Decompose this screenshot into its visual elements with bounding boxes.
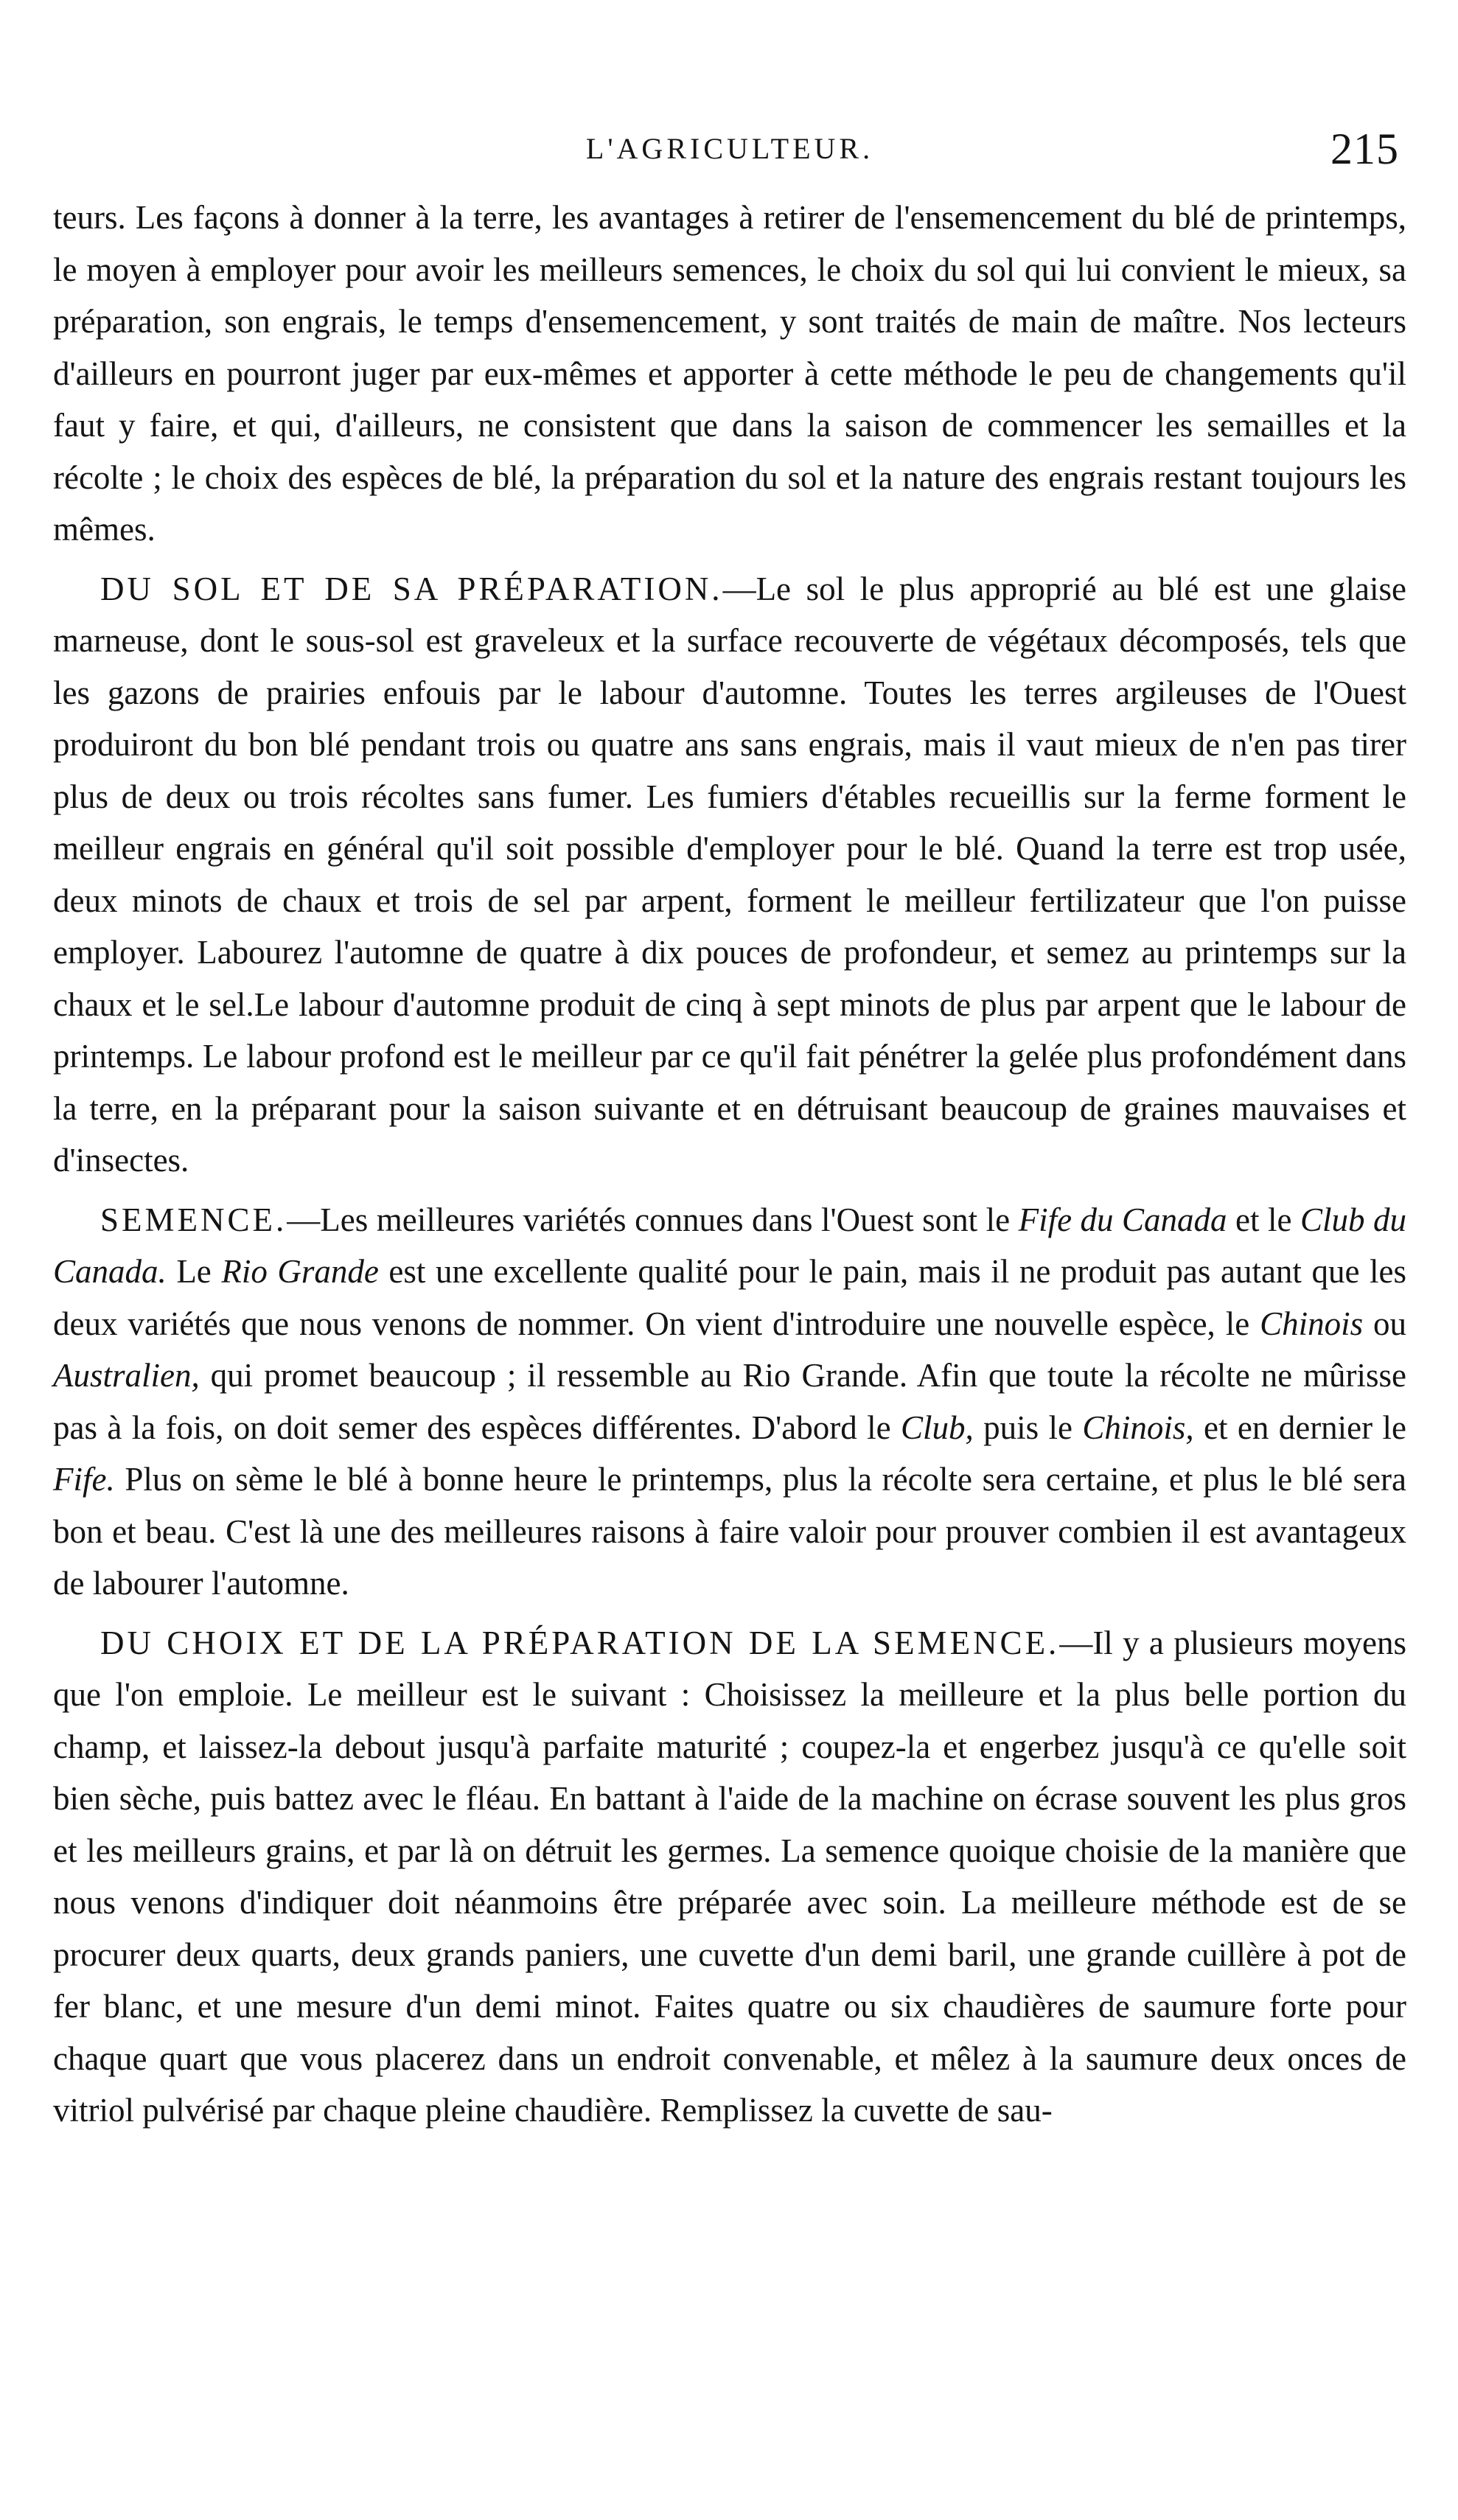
paragraph-intro-text: teurs. Les façons à donner à la terre, les avantages à retirer de l'ensemencement du blé de printemps, le moyen à employer pour avoir les meilleurs semences, le choix du sol qui lui convient le mieux, sa préparation, son engrais, le temps d'ensemencement, y sont traités de main de maître. Nos lecteurs d'ailleurs en pourront juger par eux-mêmes et apporter à cette méthode le peu de changements qu'il faut y faire, et qui, d'ailleurs, ne consistent que dans la saison de commencer les semailles et la récolte ; le choix des espèces de blé, la préparation du sol et la nature des engrais restant toujours les mêmes. (53, 199, 1406, 548)
text-run: est une excellente qualité pour le pain, mais il ne produit pas autant que les deux variétés que nous venons de nommer. On vient d'introduire une nouvelle espèce, le (53, 1253, 1406, 1342)
page-number: 215 (1330, 125, 1399, 173)
variety-name: Fife. (53, 1461, 115, 1498)
variety-name: Chinois, (1082, 1409, 1194, 1446)
section-heading-semence: SEMENCE. (100, 1201, 287, 1238)
em-dash: — (287, 1201, 321, 1238)
paragraph-sol-text: Le sol le plus approprié au blé est une glaise marneuse, dont le sous-sol est graveleux et la surface recouverte de végétaux décomposés, tels que les gazons de prairies enfouis par le labour d'automne. Toutes les terres argileuses de l'Ouest produiront du bon blé pendant trois ou quatre ans sans engrais, mais il vaut mieux de n'en pas tirer plus de deux ou trois récoltes sans fumer. Les fumiers d'étables recueillis sur la ferme forment le meilleur engrais en général qu'il soit possible d'employer pour le blé. Quand la terre est trop usée, deux minots de chaux et trois de sel par arpent, forment le meilleur fertilizateur que l'on puisse employer. Labourez l'automne de quatre à dix pouces de profondeur, et semez au printemps sur la chaux et le sel.Le labour d'automne produit de cinq à sept minots de plus par arpent que le labour de printemps. Le labour profond est le meilleur par ce qu'il fait pénétrer la gelée plus profondément dans la terre, en la préparant pour la saison suivante et en détruisant beaucoup de graines mauvaises et d'insectes. (53, 570, 1406, 1179)
page-header (53, 111, 1406, 192)
paragraph-choix-text: Il y a plusieurs moyens que l'on emploie. Le meilleur est le suivant : Choisissez la meilleure et la plus belle portion du champ, et laissez-la debout jusqu'à parfaite maturité ; coupez-la et engerbez jusqu'à ce qu'elle soit bien sèche, puis battez avec le fléau. En battant à l'aide de la machine on écrase souvent les plus gros et les meilleurs grains, et par là on détruit les germes. La semence quoique choisie de la manière que nous venons d'indiquer doit néanmoins être préparée avec soin. La meilleure méthode est de se procurer deux quarts, deux grands paniers, une cuvette d'un demi baril, une grande cuillère à pot de fer blanc, et une mesure d'un demi minot. Faites quatre ou six chaudières de saumure forte pour chaque quart que vous placerez dans un endroit convenable, et mêlez à la saumure deux onces de vitriol pulvérisé par chaque pleine chaudière. Remplissez la cuvette de sau- (53, 1624, 1406, 2129)
em-dash: — (722, 570, 756, 607)
running-head: L'AGRICULTEUR. (585, 132, 874, 165)
text-run: ou (1363, 1305, 1406, 1342)
em-dash: — (1059, 1624, 1093, 1661)
text-run: et en dernier le (1193, 1409, 1406, 1446)
paragraph-semence (53, 1194, 1406, 1610)
paragraph-choix (53, 1617, 1406, 2137)
variety-name: Club, (900, 1409, 974, 1446)
variety-name: Australien, (53, 1357, 200, 1394)
text-run: Le (166, 1253, 222, 1290)
section-heading-sol: DU SOL ET DE SA PRÉPARATION. (100, 570, 723, 607)
text-run: Plus on sème le blé à bonne heure le printemps, plus la récolte sera certaine, et plus le blé sera bon et beau. C'est là une des meilleures raisons à faire valoir pour prouver combien il est avantageux de labourer l'automne. (53, 1461, 1406, 1602)
variety-name: Rio Grande (221, 1253, 379, 1290)
text-run: et le (1227, 1201, 1300, 1238)
variety-name: Chinois (1260, 1305, 1364, 1342)
variety-name: Club du Canada. (53, 1201, 1406, 1290)
paragraph-sol (53, 563, 1406, 1187)
text-run: Les meilleures variétés connues dans l'Ouest sont le (320, 1201, 1019, 1238)
text-run: puis le (973, 1409, 1083, 1446)
paragraph-intro (53, 192, 1406, 556)
text-run: qui promet beaucoup ; il ressemble au Rio Grande. Afin que toute la récolte ne mûrisse pas à la fois, on doit semer des espèces différentes. D'abord le (53, 1357, 1406, 1446)
section-heading-choix: DU CHOIX ET DE LA PRÉPARATION DE LA SEMENCE. (100, 1624, 1060, 1661)
variety-name: Fife du Canada (1018, 1201, 1227, 1238)
book-page (53, 111, 1406, 2137)
